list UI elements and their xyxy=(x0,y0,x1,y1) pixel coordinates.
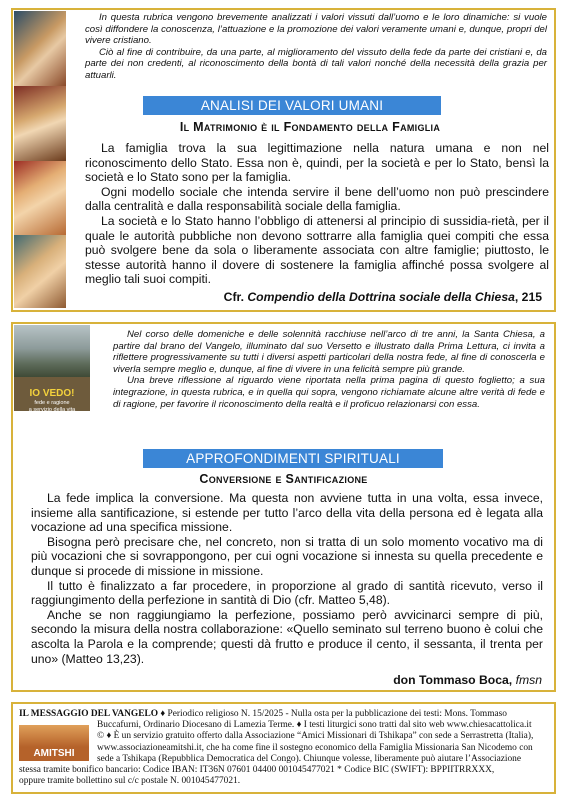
logo-title: IO VEDO! xyxy=(29,388,75,399)
body-paragraph: Ogni modello sociale che intenda servire il bene dell’uomo non può prescindere dalla centralità e dalla responsabilità sociale della famiglia. xyxy=(85,184,549,214)
saint-painting-3 xyxy=(14,161,66,236)
signature xyxy=(393,673,542,687)
masthead: IL MESSAGGIO DEL VANGELO xyxy=(19,709,159,719)
valori-umani-section xyxy=(11,8,556,312)
section1-intro xyxy=(85,12,547,82)
logo-subtitle xyxy=(14,400,90,411)
saint-painting-4 xyxy=(14,235,66,309)
section2-intro xyxy=(113,329,545,410)
footer-box xyxy=(11,702,556,794)
landscape-photo xyxy=(14,325,90,377)
body-paragraph: Anche se non raggiungiamo la perfezione, possiamo però avvicinarci sempre di più, secondo la misura della nostra collaborazione: «Quello seminato sul terreno buono è colui che ascolta la Parola e la comprende; questi dà frutto e produce il cento, il sessanta, il trenta per uno» (Matteo 13,23). xyxy=(31,607,543,666)
section1-body xyxy=(85,141,549,287)
io-vedo-logo xyxy=(14,325,90,411)
signature-name: don Tommaso Boca, xyxy=(393,673,513,687)
footer-line: sede a Tshikapa (Repubblica Democratica del Congo). Chiunque volesse, liberamente può aiutare l’Associazione xyxy=(97,753,522,764)
body-paragraph: Bisogna però precisare che, nel concreto, non si tratta di un solo momento vocativo ma di più vocazioni che si sovrappongono, per cui ogni vocazione si innesta su quella precedente e dunque si procede di missione in missione. xyxy=(31,534,543,578)
saints-image-strip xyxy=(14,11,66,309)
citation-prefix: Cfr. xyxy=(223,290,244,304)
section2-subtitle: Conversione e Santificazione xyxy=(199,472,368,486)
section1-banner: ANALISI DEI VALORI UMANI xyxy=(143,96,441,115)
intro-paragraph: In questa rubrica vengono brevemente analizzati i valori vissuti dall’uomo e le loro dinamiche: si vuole così diffondere la conoscenza, l’attuazione e la promozione dei valori veramente umani e, dunque, propri del vivere cristiano. xyxy=(85,12,547,47)
saint-painting-1 xyxy=(14,11,66,87)
section1-subtitle: Il Matrimonio è il Fondamento della Famiglia xyxy=(179,120,441,134)
body-paragraph: La famiglia trova la sua legittimazione nella natura umana e non nel riconoscimento dello Stato. Essa non è, quindi, per la società e per lo Stato, bensì la società e lo Stato sono per la famiglia. xyxy=(85,141,549,185)
signature-order: fmsn xyxy=(515,673,542,687)
body-paragraph: La fede implica la conversione. Ma questa non avviene tutta in una volta, essa invece, insieme alla santificazione, si estende per tutto l’arco della vita della persona ed è legata alla vocazione ad una specifica missione. xyxy=(31,491,543,535)
intro-paragraph: Ciò al fine di contribuire, da una parte, al miglioramento del vissuto della fede da parte dei cristiani e, da parte dei non credenti, al riconoscimento della bontà di tali valori nonché della necessità della grazia per attuarli. xyxy=(85,46,547,81)
logo-subtitle-line: fede e ragione xyxy=(34,400,70,406)
logo-text: AMITSHI xyxy=(33,748,75,759)
section2-banner: APPROFONDIMENTI SPIRITUALI xyxy=(143,449,443,468)
intro-paragraph: Una breve riflessione al riguardo viene riportata nella prima pagina di questo foglietto; a sua integrazione, in questa rubrica, e in quella qui sopra, vengono richiamate alcune altre verità di fede e di ragione, per favorire il riconoscimento della realtà e il proficuo relazionarsi con essa. xyxy=(113,375,545,410)
footer-line: Buccafurni, Ordinario Diocesano di Lamezia Terme. ♦ I testi liturgici sono tratti dal sito web www.chiesacattolica.it xyxy=(97,720,532,731)
approfondimenti-section xyxy=(11,322,556,692)
footer-text xyxy=(19,709,549,787)
footer-line: © ♦ È un servizio gratuito offerto dalla Associazione “Amici Missionari di Tshikapa” con sede a Serrastretta (Italia), xyxy=(97,731,534,742)
section1-citation xyxy=(224,290,542,304)
body-paragraph: Il tutto è finalizzato a far procedere, in proporzione al grado di santità ricevuto, verso il raggiungimento della perfezione in santità di Dio (cfr. Matteo 5,48). xyxy=(31,578,543,608)
body-paragraph: La società e lo Stato hanno l’obbligo di attenersi al principio di sussidia-rietà, per il quale le autorità pubbliche non devono sottrarre alla famiglia quei compiti che essa può svolgere bene da sola o liberamente associata con altre famiglie; piuttosto, le stesse autorità hanno il dovere di sostenere la famiglia affinché possa svolgere al meglio tali suoi compiti. xyxy=(85,213,549,287)
citation-title: Compendio della Dottrina sociale della Chiesa xyxy=(247,290,515,304)
footer-line: oppure tramite bollettino sul c/c postale N. 001045477021. xyxy=(19,776,241,787)
saint-painting-2 xyxy=(14,86,66,162)
intro-paragraph: Nel corso delle domeniche e delle solennità racchiuse nell’arco di tre anni, la Santa Chiesa, a partire dal brano del Vangelo, illuminato dal suo Versetto e illustrato dalla Prima Lettura, ci invita a riflettere progressivamente su tutti i diversi aspetti particolari della nostra fede, al fine di conoscerla e viverla sempre meglio e, dunque, al fine di vivere in una felicità sempre più grande. xyxy=(113,329,545,375)
citation-suffix: , 215 xyxy=(514,290,542,304)
footer-line: www.associazioneamitshi.it, che ha come fine il sostegno economico della Famiglia Missionaria San Nicodemo con xyxy=(97,742,533,753)
section2-body xyxy=(31,491,543,666)
footer-line: ♦ Periodico religioso N. 15/2025 - Nulla osta per la pubblicazione dei testi: Mons. Tommaso xyxy=(160,709,507,719)
footer-line: stessa tramite bonifico bancario: Codice IBAN: IT36N 07601 04400 001045477021 * Codice BIC (SWIFT): BPPIITRRXXX, xyxy=(19,765,495,776)
logo-subtitle-line: a servizio della vita xyxy=(28,406,76,411)
